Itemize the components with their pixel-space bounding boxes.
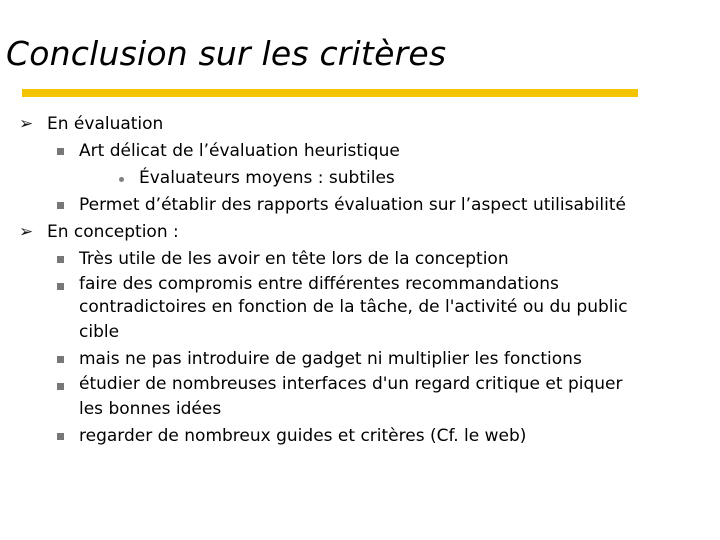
list-item	[0, 111, 720, 138]
list-item-text: Art délicat de l’évaluation heuristique	[79, 141, 400, 161]
list-item	[0, 219, 720, 246]
square-bullet-icon	[57, 256, 64, 263]
square-bullet-icon	[57, 148, 64, 155]
list-item-text: mais ne pas introduire de gadget ni multiplier les fonctions	[79, 349, 582, 369]
list-item-text: étudier de nombreuses interfaces d'un regard critique et piquer	[79, 374, 623, 394]
arrow-bullet-icon: ➢	[19, 114, 34, 134]
list-item-text: En conception :	[47, 222, 179, 242]
list-item-text: Très utile de les avoir en tête lors de la conception	[79, 249, 509, 269]
title-underline-rule	[22, 89, 638, 97]
list-item-continuation	[0, 319, 720, 346]
list-item	[0, 346, 720, 373]
list-item-text: contradictoires en fonction de la tâche, de l'activité ou du public	[79, 297, 628, 317]
bullet-list	[0, 111, 720, 450]
square-bullet-icon	[57, 383, 64, 390]
arrow-bullet-icon: ➢	[19, 222, 34, 242]
list-item	[0, 246, 720, 273]
list-item	[0, 138, 720, 165]
square-bullet-icon	[57, 433, 64, 440]
square-bullet-icon	[57, 356, 64, 363]
list-item	[0, 373, 720, 396]
list-item-text: faire des compromis entre différentes recommandations	[79, 274, 559, 294]
list-item-text: les bonnes idées	[79, 399, 222, 419]
slide-title: Conclusion sur les critères	[6, 34, 447, 73]
list-item	[0, 273, 720, 296]
list-item-text: Évaluateurs moyens : subtiles	[139, 168, 395, 188]
list-item	[0, 165, 720, 192]
square-bullet-icon	[57, 202, 64, 209]
list-item-continuation	[0, 296, 720, 319]
list-item	[0, 192, 720, 219]
dot-bullet-icon	[119, 177, 124, 182]
square-bullet-icon	[57, 283, 64, 290]
list-item-text: En évaluation	[47, 114, 164, 134]
list-item-text: cible	[79, 322, 120, 342]
list-item-text: regarder de nombreux guides et critères (Cf. le web)	[79, 426, 527, 446]
list-item-text: Permet d’établir des rapports évaluation sur l’aspect utilisabilité	[79, 195, 626, 215]
list-item-continuation	[0, 396, 720, 423]
list-item	[0, 423, 720, 450]
